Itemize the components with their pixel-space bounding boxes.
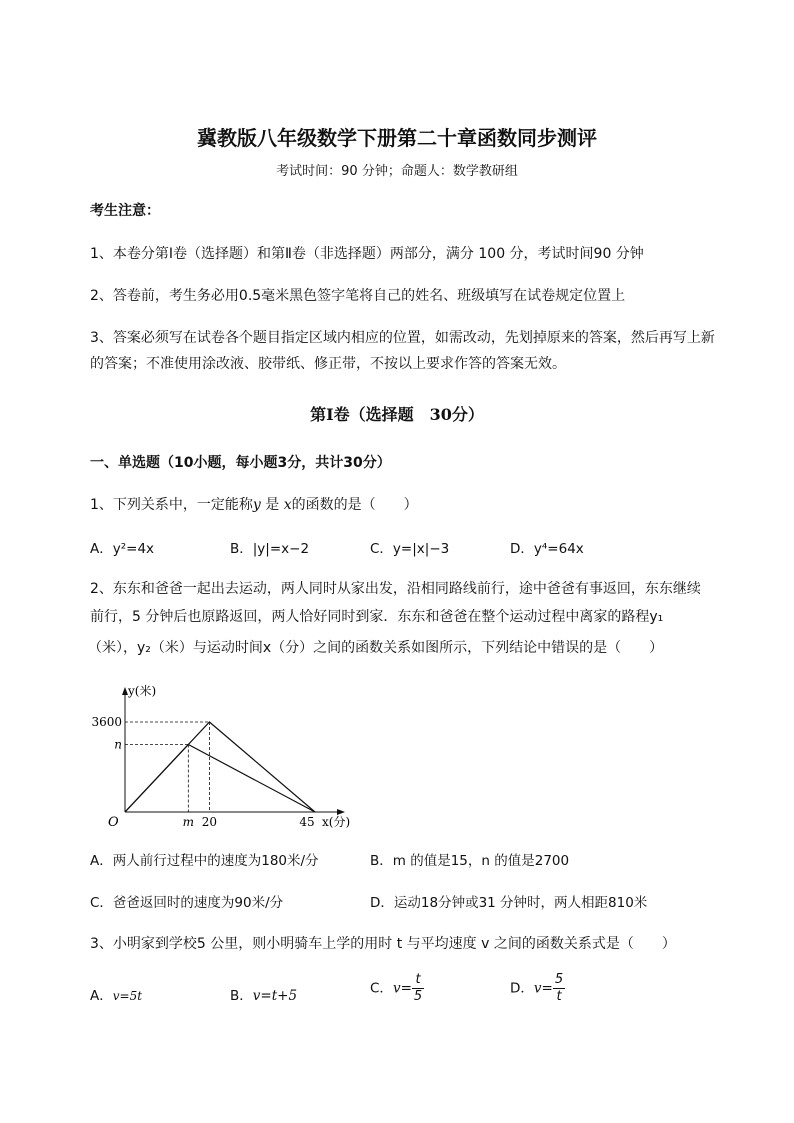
q2-stem-line2: 前行，5 分钟后也原路返回，两人恰好同时到家．东东和爸爸在整个运动过程中离家的路程y₁ xyxy=(90,609,664,625)
part-title: 一、单选题（10小题，每小题3分，共计30分） xyxy=(90,455,391,471)
y-tick-n: n xyxy=(114,737,122,752)
q2-stem-line1: 2、东东和爸爸一起出去运动，两人同时从家出发，沿相同路线前行，途中爸爸有事返回，东东继续 xyxy=(90,581,701,597)
q2-option-a[interactable]: A．两人前行过程中的速度为180米/分 xyxy=(90,853,319,869)
q2-stem-line3: （米），y₂（米）与运动时间x（分）之间的函数关系如图所示，下列结论中错误的是（ ） xyxy=(88,640,664,656)
section-title: 第Ⅰ卷（选择题 30分） xyxy=(310,405,484,424)
q1-option-a[interactable]: A．y²=4x xyxy=(90,541,155,557)
page-title: 冀教版八年级数学下册第二十章函数同步测评 xyxy=(197,126,597,150)
notice-item-2: 2、答卷前，考生务必用0.5毫米黑色签字笔将自己的姓名、班级填写在试卷规定位置上 xyxy=(90,288,626,304)
notice-item-3: 3、答案必须写在试卷各个题目指定区域内相应的位置，如需改动，先划掉原来的答案，然后再写上新 xyxy=(90,330,715,346)
series-line-2 xyxy=(125,745,315,813)
notice-item-1: 1、本卷分第Ⅰ卷（选择题）和第Ⅱ卷（非选择题）两部分，满分 100 分，考试时间90 分钟 xyxy=(90,246,644,262)
q3-option-d[interactable]: D．v= $\frac{5}{t}$ xyxy=(510,972,564,1004)
x-tick-m: m xyxy=(182,815,195,829)
q3-option-b[interactable]: B．v=t+5 xyxy=(230,988,298,1004)
fraction-t-over-5: $\frac{t}{5}$ xyxy=(413,972,423,1004)
q3-stem: 3、小明家到学校5 公里，则小明骑车上学的用时 t 与平均速度 v 之间的函数关系式是（ ） xyxy=(90,936,676,952)
notice-heading: 考生注意： xyxy=(90,203,160,219)
notice-item-3-cont: 的答案；不准使用涂改液、胶带纸、修正带，不按以上要求作答的答案无效。 xyxy=(90,356,566,372)
q2-option-c[interactable]: C．爸爸返回时的速度为90米/分 xyxy=(90,895,284,911)
x-tick-20: 20 xyxy=(201,815,218,829)
x-tick-45: 45 xyxy=(299,815,315,829)
q1-stem: 1、下列关系中，一定能称y 是 x的函数的是（ ） xyxy=(90,497,418,513)
q1-option-b[interactable]: B．|y|=x−2 xyxy=(230,541,310,557)
x-axis-label: x(分) xyxy=(322,815,351,829)
exam-info: 考试时间：90 分钟；命题人：数学教研组 xyxy=(276,164,518,179)
q2-option-d[interactable]: D．运动18分钟或31 分钟时，两人相距810米 xyxy=(370,895,648,911)
y-axis-label: y(米) xyxy=(128,684,157,698)
fraction-5-over-t: $\frac{5}{t}$ xyxy=(554,972,564,1004)
origin-label: O xyxy=(108,815,119,830)
q2-option-b[interactable]: B．m 的值是15，n 的值是2700 xyxy=(370,853,570,869)
q1-option-c[interactable]: C．y=|x|−3 xyxy=(370,541,450,557)
q2-graph xyxy=(91,675,370,835)
y-tick-3600: 3600 xyxy=(91,715,122,729)
q1-option-d[interactable]: D．y⁴=64x xyxy=(510,541,584,557)
q3-option-a[interactable]: A．v=5t xyxy=(90,988,143,1004)
q3-option-c[interactable]: C．v= $\frac{t}{5}$ xyxy=(370,972,423,1004)
series-line-1 xyxy=(125,722,315,812)
